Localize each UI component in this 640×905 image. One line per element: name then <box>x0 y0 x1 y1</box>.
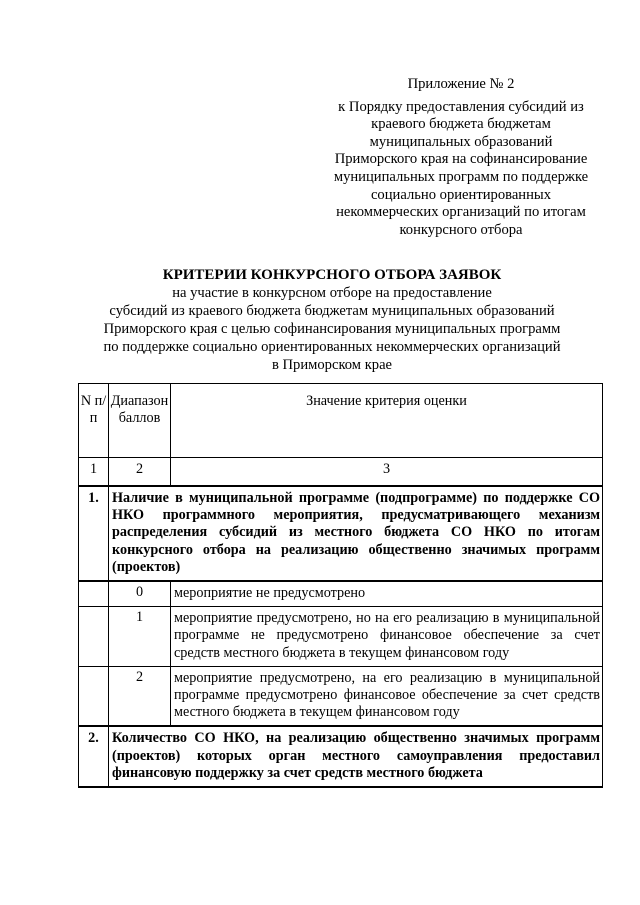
section-row <box>79 726 603 787</box>
section-number: 1. <box>79 486 109 581</box>
appendix-line: муниципальных образований <box>369 133 553 150</box>
appendix-title: Приложение № 2 <box>407 76 515 92</box>
option-score: 0 <box>109 581 171 607</box>
section-text: Наличие в муниципальной программе (подпрограмме) по поддержке СО НКО программного мероприятия, предусматривающего механизм распределения субсидий из местного бюджета СО НКО по итогам конкурсного отбора на реализацию общественно значимых программ (проектов) <box>109 486 603 581</box>
option-score: 2 <box>109 666 171 726</box>
section-number: 2. <box>79 726 109 787</box>
empty-cell <box>79 666 109 726</box>
column-number: 1 <box>79 458 109 487</box>
column-number: 3 <box>171 458 603 487</box>
appendix-block <box>322 76 600 239</box>
criteria-subtitle-line: субсидий из краевого бюджета бюджетам муниципальных образований <box>109 303 555 319</box>
option-row <box>79 666 603 726</box>
option-text: мероприятие предусмотрено, на его реализацию в муниципальной программе предусмотрено финансовое обеспечение за счет средств местного бюджета в текущем финансовом году <box>171 666 603 726</box>
column-number-row <box>79 458 603 487</box>
header-score-range: Диапазон баллов <box>109 384 171 458</box>
appendix-line: краевого бюджета бюджетам <box>371 116 551 133</box>
option-row <box>79 581 603 607</box>
header-number: N п/п <box>79 384 109 458</box>
appendix-line: к Порядку предоставления субсидий из <box>338 98 584 115</box>
option-text: мероприятие не предусмотрено <box>171 581 603 607</box>
section-row <box>79 486 603 581</box>
option-score: 1 <box>109 607 171 667</box>
criteria-subtitle-line: в Приморском крае <box>271 357 393 373</box>
criteria-subtitle-line: на участие в конкурсном отборе на предоставление <box>172 285 492 301</box>
option-text: мероприятие предусмотрено, но на его реализацию в муниципальной программе не предусмотрено финансовое обеспечение за счет средств местного бюджета в текущем финансовом году <box>171 607 603 667</box>
empty-cell <box>79 607 109 667</box>
appendix-line: муниципальных программ по поддержке <box>333 168 589 185</box>
appendix-line: Приморского края на софинансирование <box>334 151 588 168</box>
section-text: Количество СО НКО, на реализацию общественно значимых программ (проектов) которых орган местного самоуправления предоставил финансовую поддержку за счет средств местного бюджета <box>109 726 603 787</box>
header-criterion-value: Значение критерия оценки <box>171 384 603 458</box>
table-header-row <box>79 384 603 458</box>
option-row <box>79 607 603 667</box>
appendix-line: социально ориентированных <box>370 186 552 203</box>
appendix-line: некоммерческих организаций по итогам <box>336 204 586 221</box>
appendix-line: конкурсного отбора <box>399 221 523 238</box>
criteria-subtitle-line: Приморского края с целью софинансирования муниципальных программ <box>103 321 561 337</box>
criteria-heading <box>62 266 602 374</box>
empty-cell <box>79 581 109 607</box>
criteria-subtitle-line: по поддержке социально ориентированных некоммерческих организаций <box>103 339 561 355</box>
criteria-title: КРИТЕРИИ КОНКУРСНОГО ОТБОРА ЗАЯВОК <box>162 267 502 283</box>
column-number: 2 <box>109 458 171 487</box>
criteria-table <box>78 383 603 788</box>
